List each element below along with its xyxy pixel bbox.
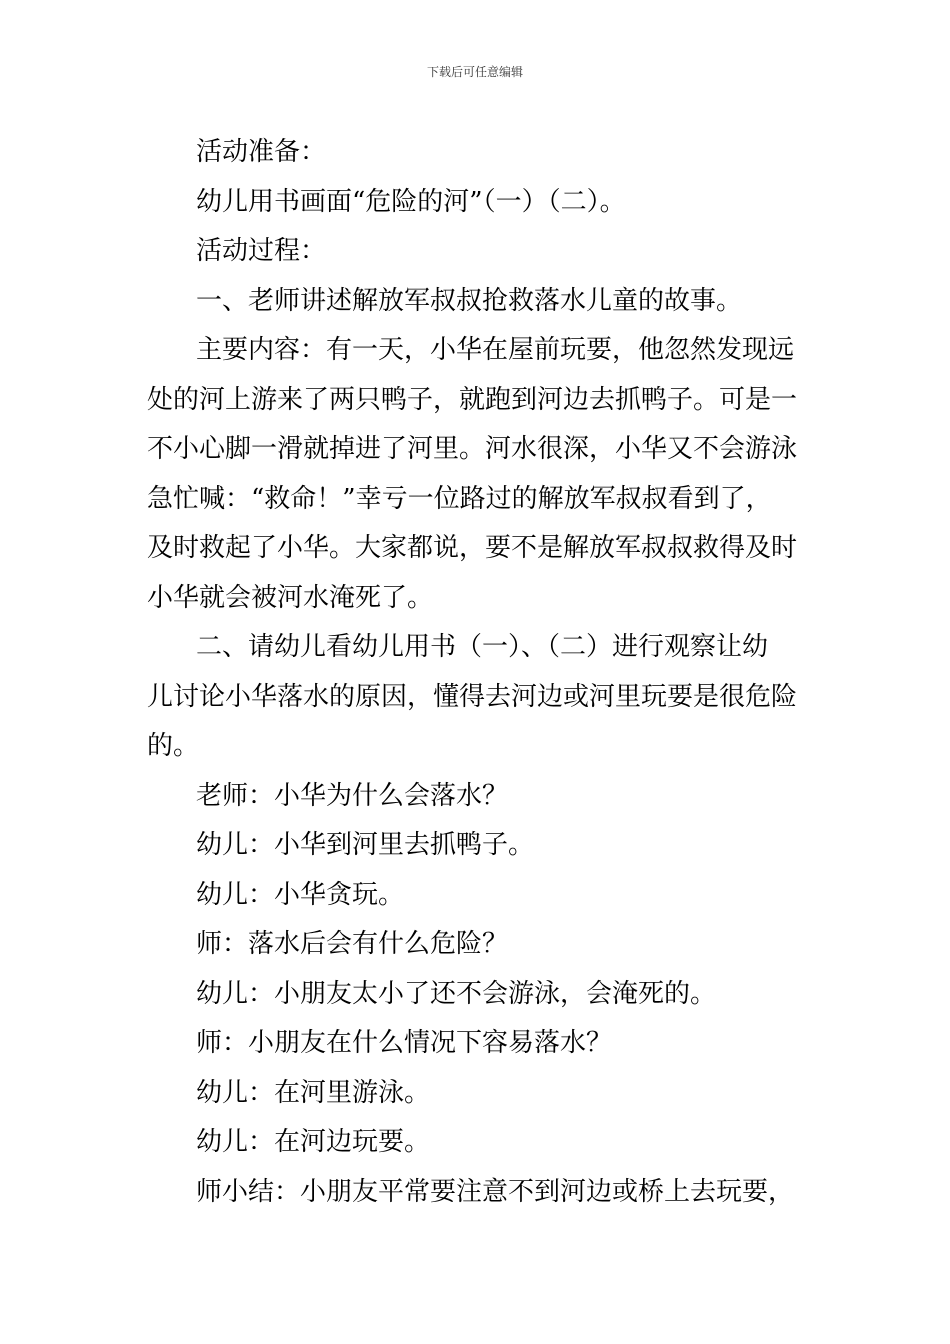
text-line: 师小结：小朋友平常要注意不到河边或桥上去玩要， bbox=[196, 1176, 795, 1207]
text-line: 活动准备： bbox=[196, 137, 327, 167]
text-line: 幼儿用书画面“危险的河”（一）（二）。 bbox=[196, 186, 626, 217]
text-line: 师：落水后会有什么危险？ bbox=[196, 929, 509, 959]
text-line: 急忙喊：“救命！”幸亏一位路过的解放军叔叔看到了， bbox=[147, 483, 772, 514]
text-line: 幼儿：在河里游泳。 bbox=[196, 1077, 431, 1108]
document-body bbox=[147, 128, 805, 1217]
text-line: 儿讨论小华落水的原因，懂得去河边或河里玩要是很危险 bbox=[147, 681, 798, 712]
text-line: 一、老师讲述解放军叔叔抢救落水儿童的故事。 bbox=[196, 285, 743, 316]
text-line: 老师：小华为什么会落水？ bbox=[196, 780, 509, 811]
text-line: 小华就会被河水淹死了。 bbox=[147, 582, 434, 613]
text-line: 活动过程： bbox=[196, 236, 327, 266]
text-line: 及时救起了小华。大家都说，要不是解放军叔叔救得及时 bbox=[147, 533, 798, 563]
text-line: 不小心脚一滑就掉进了河里。河水很深，小华又不会游泳 bbox=[147, 434, 798, 464]
text-line: 幼儿：小华贪玩。 bbox=[196, 879, 405, 910]
text-line: 幼儿：在河边玩要。 bbox=[196, 1127, 431, 1157]
text-line: 师：小朋友在什么情况下容易落水？ bbox=[196, 1028, 613, 1058]
page-header: 下载后可任意编辑 bbox=[426, 65, 523, 79]
text-line: 的。 bbox=[147, 731, 200, 761]
text-line: 幼儿：小华到河里去抓鸭子。 bbox=[196, 830, 535, 860]
text-line: 主要内容：有一天，小华在屋前玩要，他忽然发现远 bbox=[196, 335, 795, 365]
text-line: 处的河上游来了两只鸭子，就跑到河边去抓鸭子。可是一 bbox=[147, 384, 798, 415]
text-line: 二、请幼儿看幼儿用书（一）、（二）进行观察让幼 bbox=[196, 632, 769, 662]
text-line: 幼儿：小朋友太小了还不会游泳，会淹死的。 bbox=[196, 978, 717, 1009]
